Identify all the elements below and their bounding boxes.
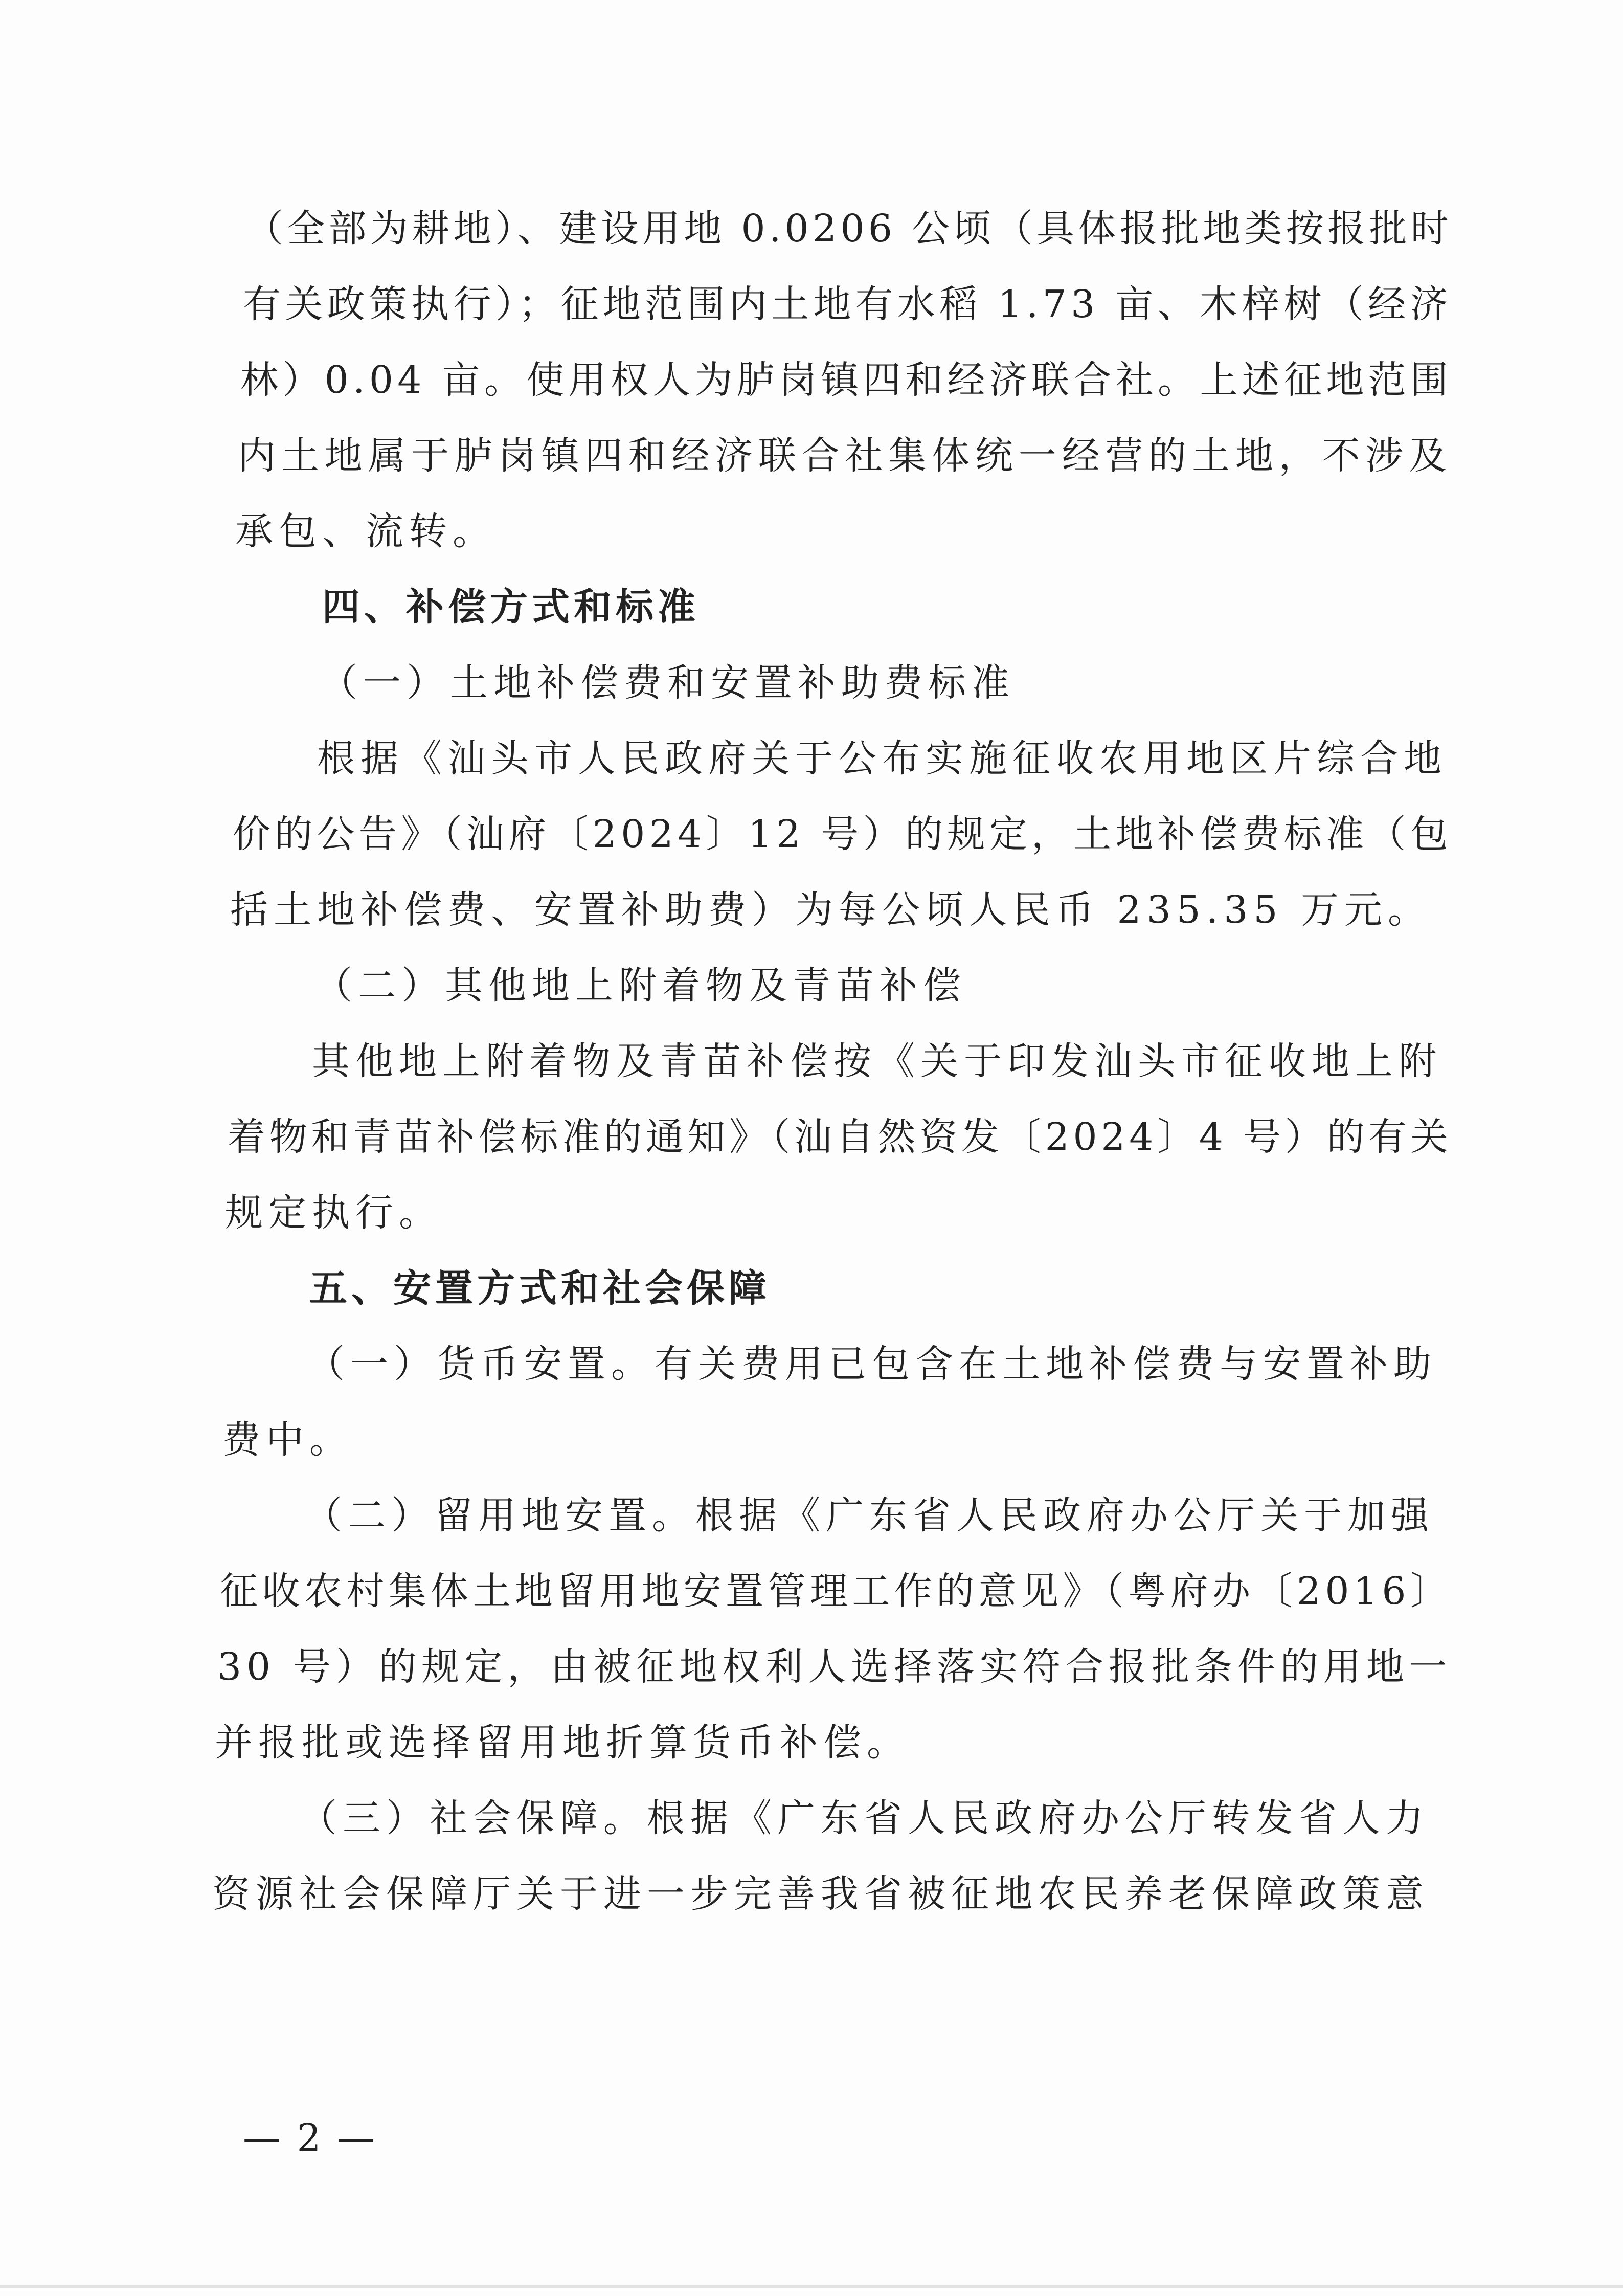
text-line: 承包、流转。 <box>235 509 496 553</box>
text-line: 资源社会保障厅关于进一步完善我省被征地农民养老保障政策意 <box>212 1872 1429 1916</box>
text-line: 并报批或选择留用地折算货币补偿。 <box>215 1721 910 1765</box>
text-line: 费中。 <box>222 1418 353 1462</box>
text-line: 括土地补偿费、安置补助费）为每公顷人民币 235.35 万元。 <box>230 888 1431 932</box>
text-line: 林）0.04 亩。使用权人为胪岗镇四和经济联合社。上述征地范围 <box>240 358 1453 402</box>
text-line: （三）社会保障。根据《广东省人民政府办公厅转发省人力 <box>299 1796 1429 1840</box>
text-line: （一）货币安置。有关费用已包含在土地补偿费与安置补助 <box>307 1342 1437 1386</box>
text-line: 征收农村集体土地留用地安置管理工作的意见》（粤府办〔2016〕 <box>220 1569 1453 1613</box>
text-line: 内土地属于胪岗镇四和经济联合社集体统一经营的土地，不涉及 <box>238 434 1452 478</box>
text-line: 根据《汕头市人民政府关于公布实施征收农用地区片综合地 <box>317 737 1447 781</box>
page-number: — 2 — <box>243 2116 377 2160</box>
text-line: 着物和青苗补偿标准的通知》（汕自然资发〔2024〕4 号）的有关 <box>228 1115 1452 1159</box>
subsection-heading: （二）其他地上附着物及青苗补偿 <box>314 964 966 1008</box>
text-line: 30 号）的规定，由被征地权利人选择落实符合报批条件的用地一 <box>217 1645 1452 1689</box>
section-heading: 四、补偿方式和标准 <box>322 585 700 629</box>
text-line: （全部为耕地）、建设用地 0.0206 公顷（具体报批地类按报批时 <box>245 207 1452 251</box>
text-line: 有关政策执行）；征地范围内土地有水稻 1.73 亩、木梓树（经济 <box>243 282 1452 326</box>
footer-divider <box>0 2285 1623 2288</box>
text-line: 其他地上附着物及青苗补偿按《关于印发汕头市征收地上附 <box>312 1039 1442 1083</box>
text-line: （二）留用地安置。根据《广东省人民政府办公厅关于加强 <box>304 1493 1434 1537</box>
section-heading: 五、安置方式和社会保障 <box>309 1266 771 1310</box>
text-line: 价的公告》（汕府〔2024〕12 号）的规定，土地补偿费标准（包 <box>233 812 1453 856</box>
subsection-heading: （一）土地补偿费和安置补助费标准 <box>320 661 1015 705</box>
text-line: 规定执行。 <box>225 1191 442 1235</box>
